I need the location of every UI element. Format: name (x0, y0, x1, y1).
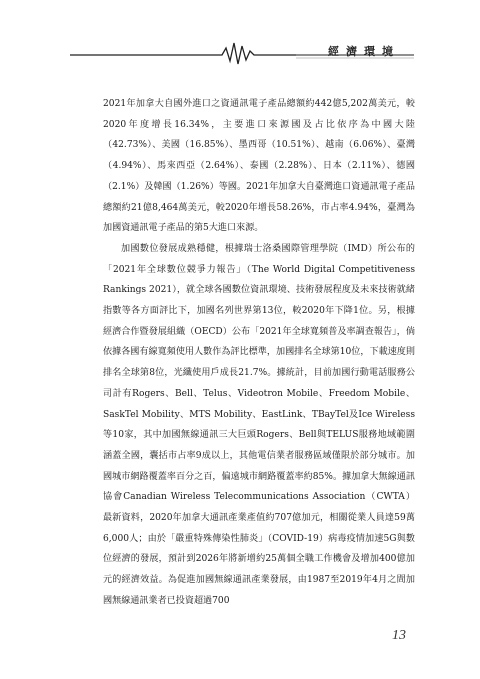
page-header (70, 36, 414, 66)
page-number: 13 (392, 628, 406, 643)
body-text (103, 94, 415, 612)
paragraph: 2021年加拿大自國外進口之資通訊電子產品總額約442億5,202萬美元，較2020年度增長16.34%，主要進口來源國及占比依序為中國大陸（42.73%）、美國（16.85%）、墨西哥（10.51%）、越南（6.06%）、臺灣（4.94%）、馬來西亞（2.64%）、泰國（2.28%）、日本（2.11%）、德國（2.1%）及韓國（1.26%）等國。2021年加拿大自臺灣進口資通訊電子產品總額約21億8,464萬美元，較2020年增長58.26%，市占率4.94%，臺灣為加國資通訊電子產品的第5大進口來源。 (103, 99, 415, 234)
header-title: 經濟環境 (328, 45, 400, 58)
paragraph: 加國數位發展成熟穩健，根據瑞士洛桑國際管理學院（IMD）所公布的「2021年全球數位競爭力報告」（The World Digital Competitiveness Rankings 2021），就全球各國數位資訊環境、技術發展程度及未來技術就緒指數等各方面評比下，加國名列世界第13位，較2020年下降1位。另，根據經濟合作暨發展組織（OECD）公布「2021年全球寬頻普及率調查報告」，倘依據各國有線寬頻使用人數作為評比標準，加國排名全球第10位，下載速度則排名全球第8位，光纖使用戶成長21.7%。據統計，目前加國行動電話服務公司計有Rogers、Bell、Telus、Videotron Mobile、Freedom Mobile、SaskTel Mobility、MTS Mobility、EastLink、TBayTel及Ice Wireless等10家，其中加國無線通訊三大巨頭Rogers、Bell與TELUS服務地域範圍涵蓋全國，囊括市占率9成以上，其他電信業者服務區域僅限於部分城市。加國城市網路覆蓋率百分之百，偏遠城市網路覆蓋率約85%。據加拿大無線通訊協會Canadian Wireless Telecommunications Association（CWTA）最新資料，2020年加拿大通訊產業產值約707億加元，相關從業人員達59萬6,000人；由於「嚴重特殊傳染性肺炎」（COVID-19）病毒疫情加速5G與數位經濟的發展，預計到2026年將新增約25萬個全職工作機會及增加400億加元的經濟效益。為促進加國無線通訊產業發展，由1987至2019年4月之間加國無線通訊業者已投資超過700 (103, 243, 415, 606)
